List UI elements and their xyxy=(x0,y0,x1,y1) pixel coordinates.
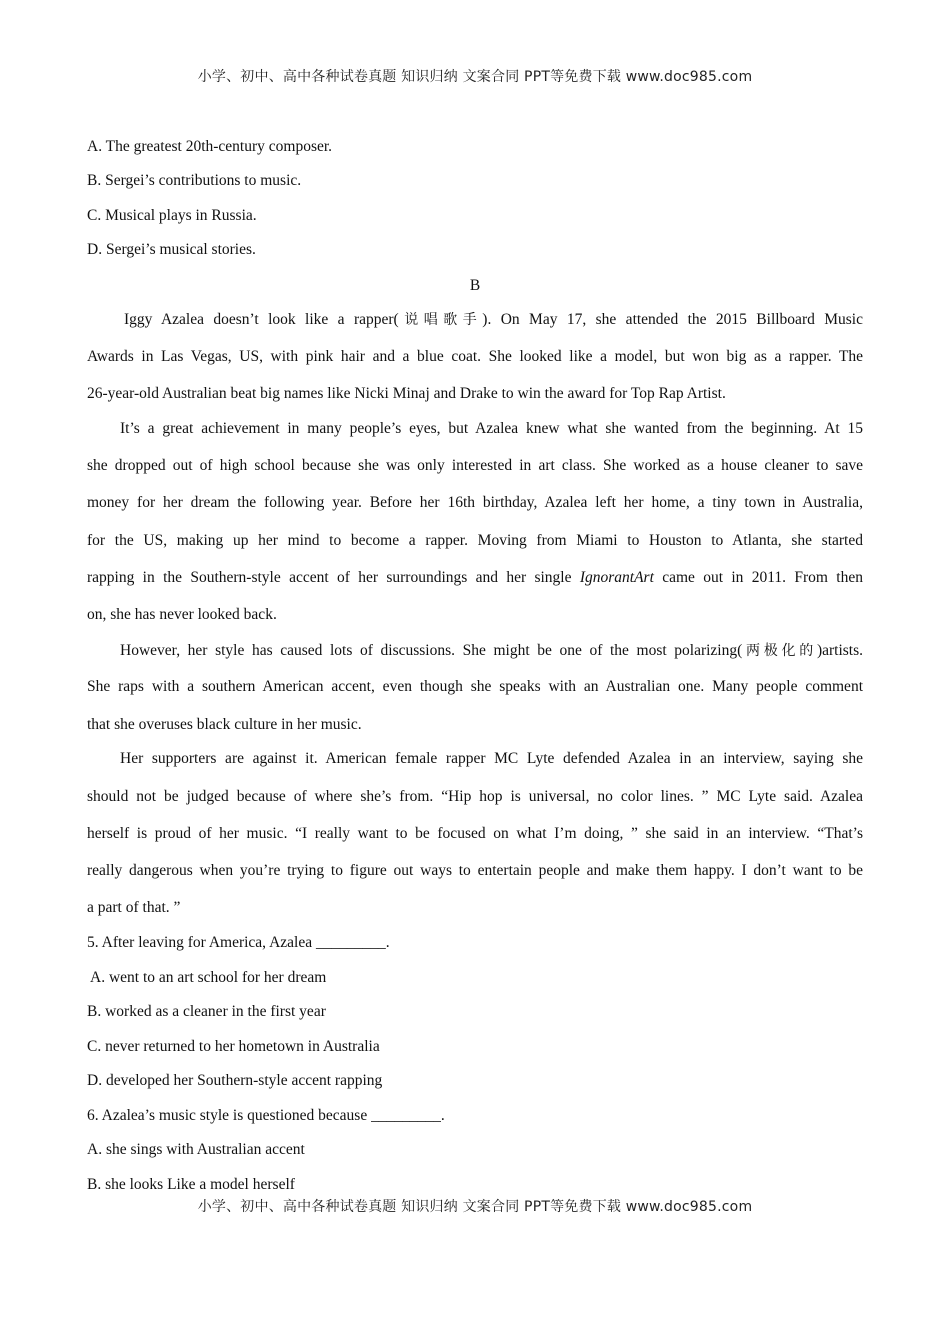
passage-p4-line4: really dangerous when you’re trying to figure out ways to entertain people and make them happy. I don’t want to be xyxy=(87,862,863,879)
passage-p1-line2: Awards in Las Vegas, US, with pink hair and a blue coat. She looked like a model, but won big as a rapper. The xyxy=(87,348,863,365)
passage-p2-line1: It’s a great achievement in many people’s eyes, but Azalea knew what she wanted from the beginning. At 15 xyxy=(120,420,863,437)
passage-p3-line3: that she overuses black culture in her music. xyxy=(87,716,362,733)
passage-p2-line2: she dropped out of high school because she was only interested in art class. She worked as a house cleaner to save xyxy=(87,457,863,474)
passage-p2-line5: rapping in the Southern-style accent of her surroundings and her single IgnorantArt came out in 2011. From then xyxy=(87,569,863,586)
single-title: IgnorantArt xyxy=(579,569,654,586)
page-header: 小学、初中、高中各种试卷真题 知识归纳 文案合同 PPT等免费下载 www.doc985.com xyxy=(197,69,753,85)
passage-p3-line1: However, her style has caused lots of discussions. She might be one of the most polarizing(两极化的)artists. xyxy=(120,642,863,659)
prev-option-c: C. Musical plays in Russia. xyxy=(87,207,257,224)
question-5-option-b: B. worked as a cleaner in the first year xyxy=(87,1003,326,1020)
passage-p1-line3: 26-year-old Australian beat big names like Nicki Minaj and Drake to win the award for Top Rap Artist. xyxy=(87,385,726,402)
passage-p2-line4: for the US, making up her mind to become a rapper. Moving from Miami to Houston to Atlanta, she started xyxy=(87,532,863,549)
prev-option-a: A. The greatest 20th-century composer. xyxy=(87,138,333,155)
passage-p3-line2: She raps with a southern American accent, even though she speaks with an Australian one. Many people comment xyxy=(87,678,863,695)
passage-p2-line3: money for her dream the following year. Before her 16th birthday, Azalea left her home, a tiny town in Australia, xyxy=(87,494,863,511)
page-footer: 小学、初中、高中各种试卷真题 知识归纳 文案合同 PPT等免费下载 www.doc985.com xyxy=(197,1199,753,1215)
passage-p4-line5: a part of that. ” xyxy=(87,899,181,916)
passage-p1-line1: Iggy Azalea doesn’t look like a rapper(说唱歌手). On May 17, she attended the 2015 Billboard Music xyxy=(124,311,863,328)
prev-option-b: B. Sergei’s contributions to music. xyxy=(87,172,302,189)
passage-p4-line1: Her supporters are against it. American female rapper MC Lyte defended Azalea in an interview, saying she xyxy=(120,750,863,767)
passage-p2-line6: on, she has never looked back. xyxy=(87,606,277,623)
question-6-option-b: B. she looks Like a model herself xyxy=(87,1176,295,1193)
question-6-option-a: A. she sings with Australian accent xyxy=(87,1141,305,1158)
passage-p4-line3: herself is proud of her music. “I really want to be focused on what I’m doing, ” she said in an interview. “That’s xyxy=(87,825,863,842)
question-5-option-a: A. went to an art school for her dream xyxy=(87,969,327,986)
passage-p4-line2: should not be judged because of where she’s from. “Hip hop is universal, no color lines. ” MC Lyte said. Azalea xyxy=(87,788,863,805)
question-5-option-d: D. developed her Southern-style accent rapping xyxy=(87,1072,383,1089)
section-label: B xyxy=(469,277,481,294)
question-6-stem: 6. Azalea’s music style is questioned because _________. xyxy=(87,1107,445,1124)
question-5-stem: 5. After leaving for America, Azalea _________. xyxy=(87,934,390,951)
gloss-polarizing: 两极化的 xyxy=(742,643,817,659)
question-5-option-c: C. never returned to her hometown in Australia xyxy=(87,1038,380,1055)
prev-option-d: D. Sergei’s musical stories. xyxy=(87,241,256,258)
gloss-rapper: 说唱歌手 xyxy=(398,312,483,328)
